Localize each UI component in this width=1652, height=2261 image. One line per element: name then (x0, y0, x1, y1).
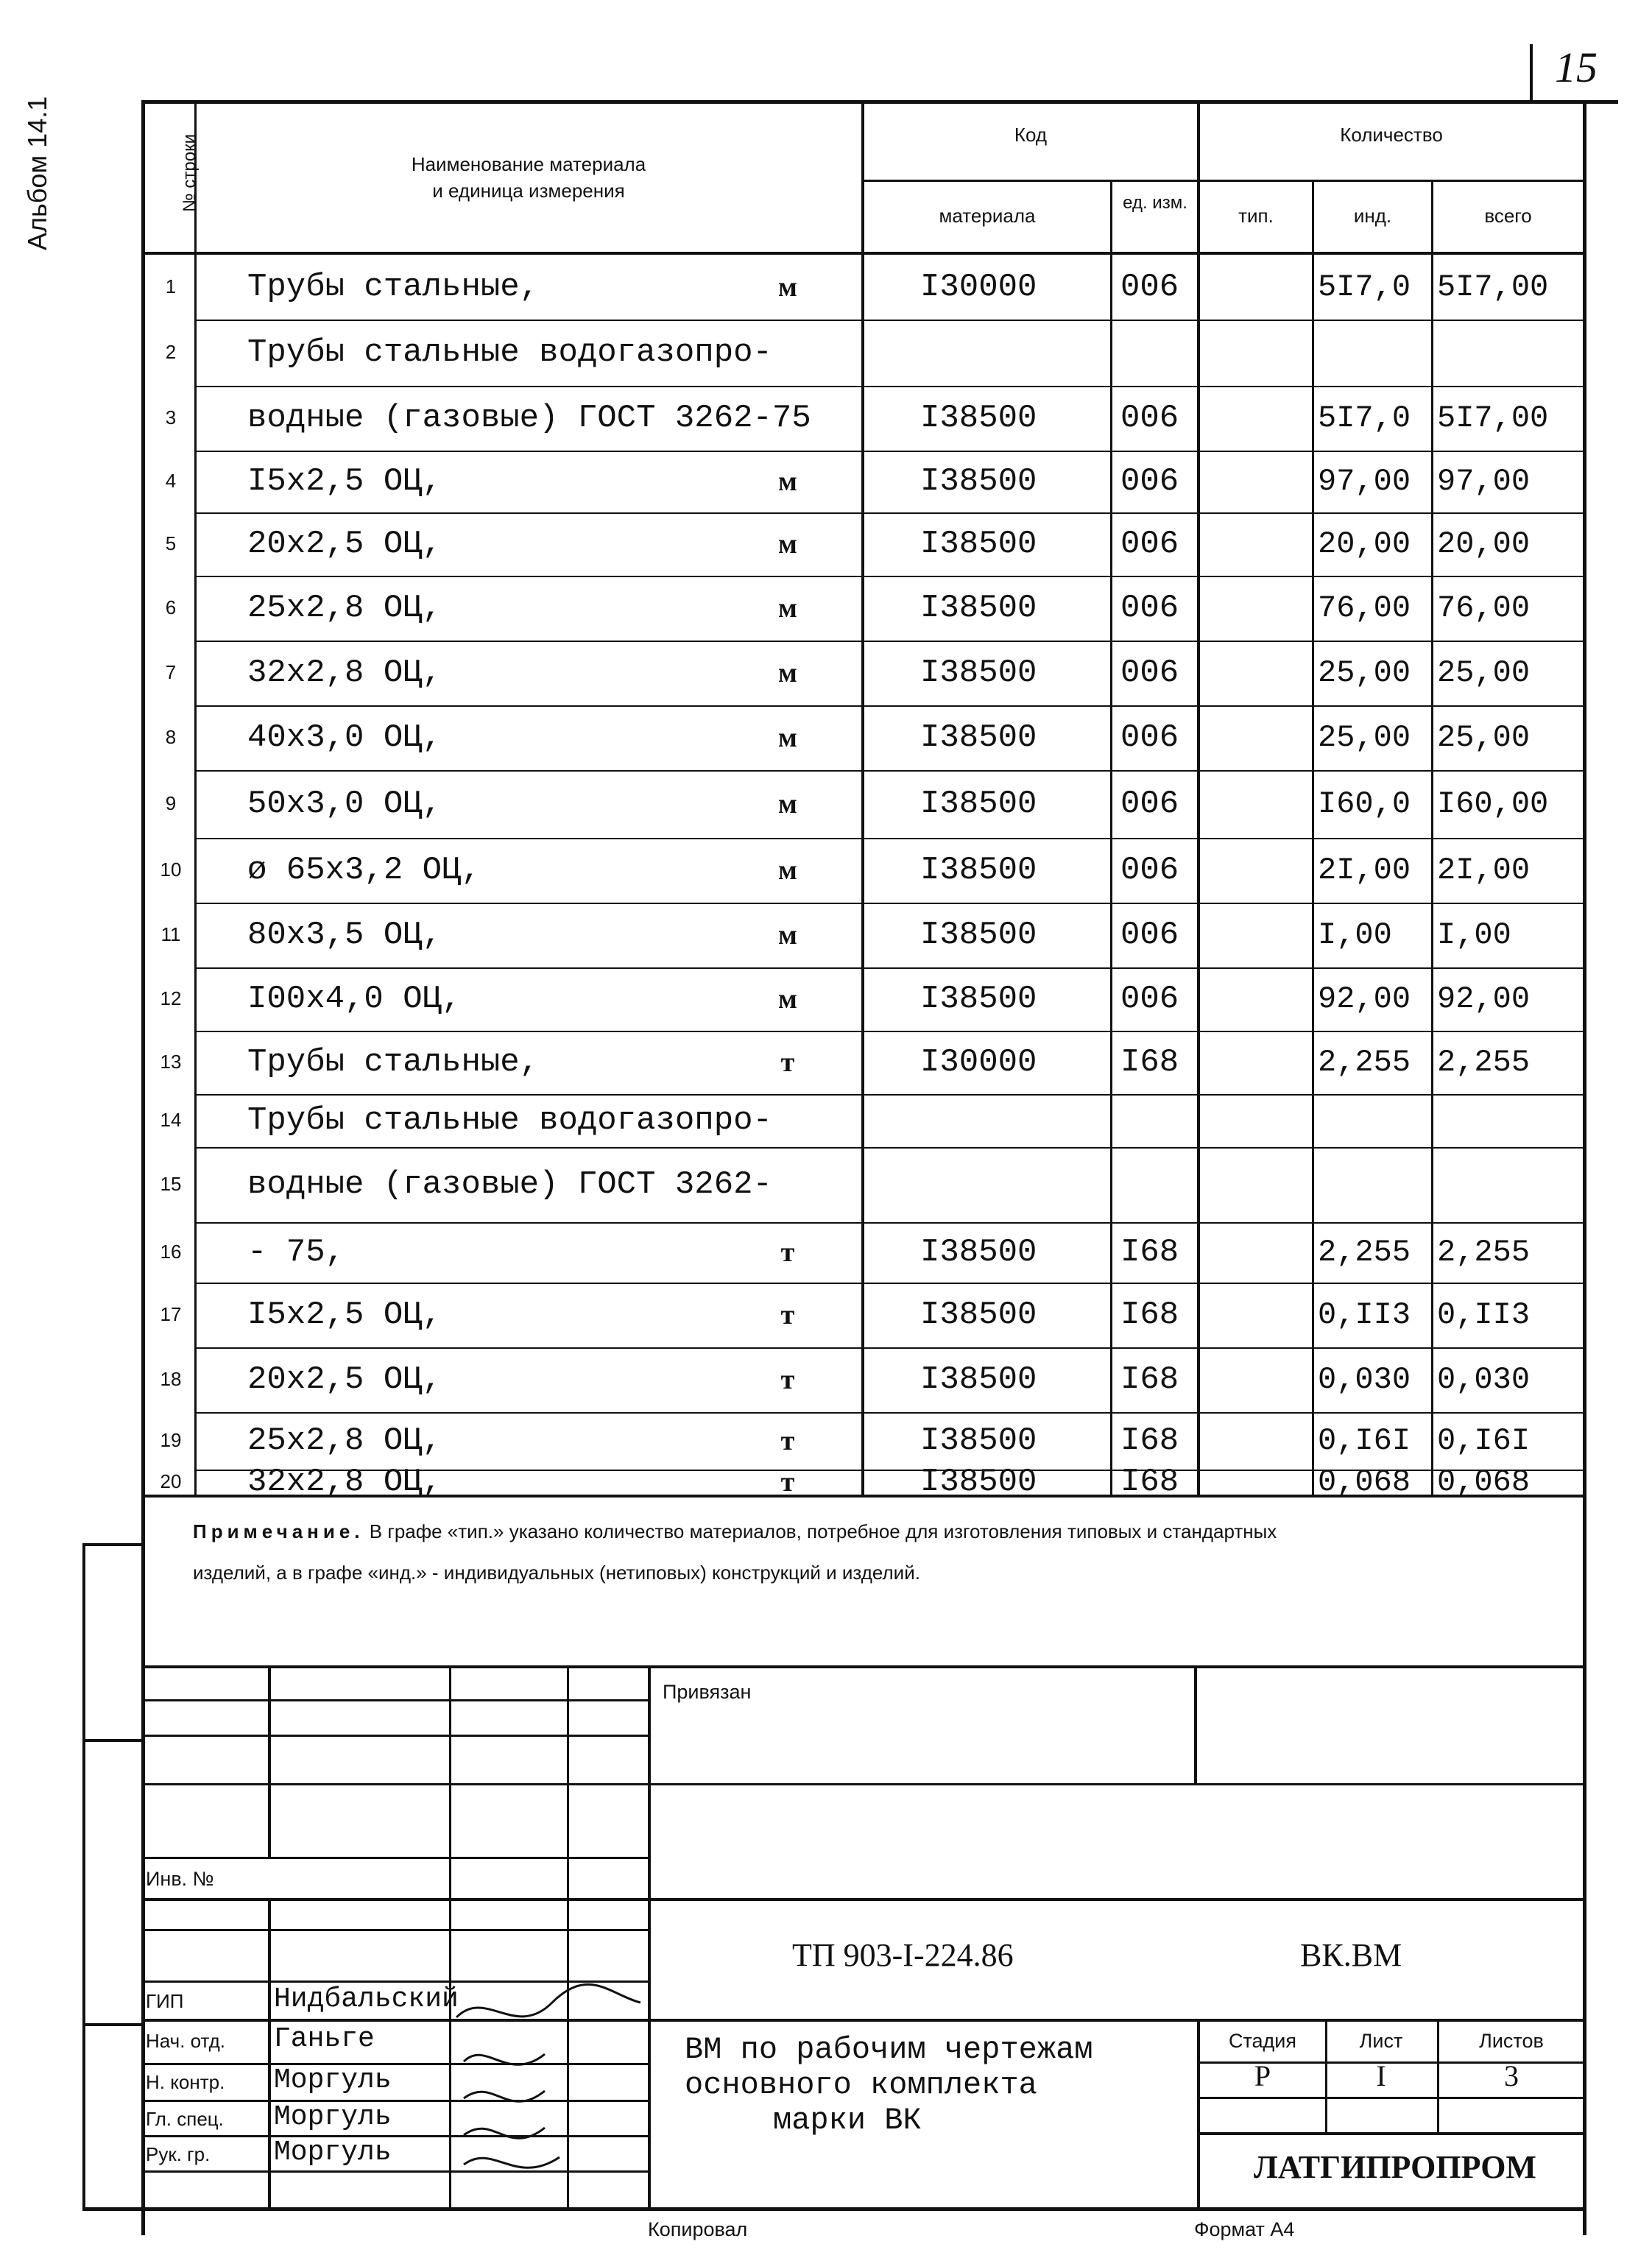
row-unit-code: 006 (1120, 590, 1179, 627)
row-name: 20x2,5 ОЦ, (247, 526, 442, 562)
row-name: 50x3,0 ОЦ, (247, 786, 442, 822)
row-material-code: I38500 (920, 1297, 1037, 1333)
row-number: 14 (160, 1109, 182, 1131)
row-material-code: I38500 (920, 655, 1037, 691)
stage-label: Стадия (1228, 2030, 1297, 2052)
row-name: Трубы стальные водогазопро- (247, 334, 772, 371)
row-qty-ind: 92,00 (1318, 981, 1411, 1017)
album-label: Альбом 14.1 (22, 96, 52, 250)
row-unit: т (780, 1467, 795, 1498)
header-row-no: № строки (180, 134, 200, 213)
row-divider (194, 1347, 1584, 1349)
row-unit-code: 006 (1120, 463, 1179, 500)
row-number: 4 (165, 470, 177, 492)
row-material-code: I38500 (920, 526, 1037, 562)
row-unit: т (780, 1237, 795, 1268)
row-material-code: I38500 (920, 400, 1037, 437)
row-number: 8 (165, 726, 177, 748)
row-number: 11 (160, 923, 181, 945)
sheet-title-line2: основного комплекта (685, 2067, 1037, 2103)
row-material-code: I38500 (920, 852, 1037, 889)
row-divider (194, 903, 1584, 904)
row-unit-code: 006 (1120, 981, 1179, 1017)
row-qty-total: 76,00 (1437, 590, 1531, 626)
sheet-title-line3: марки ВК (773, 2103, 922, 2138)
bound-label: Привязан (663, 1681, 752, 1703)
row-number: 18 (160, 1368, 182, 1390)
row-number: 12 (160, 987, 182, 1009)
row-divider (194, 576, 1584, 577)
sheet-title (685, 2032, 1093, 2138)
row-qty-total: 92,00 (1437, 981, 1531, 1017)
row-divider (194, 641, 1584, 642)
row-divider (194, 1031, 1584, 1032)
row-qty-ind: 2I,00 (1318, 853, 1411, 888)
format-label: Формат А4 (1194, 2218, 1295, 2240)
row-name: Трубы стальные, (247, 1044, 540, 1081)
row-qty-total: 5I7,00 (1437, 269, 1549, 305)
row-name: водные (газовые) ГОСТ 3262- (247, 1166, 772, 1203)
row-qty-total: I,00 (1437, 917, 1511, 953)
row-divider (194, 705, 1584, 707)
row-unit: м (778, 920, 797, 950)
row-unit-code: I68 (1120, 1464, 1179, 1500)
row-material-code: I38500 (920, 1464, 1037, 1500)
organization: ЛАТГИПРОПРОМ (1254, 2149, 1536, 2185)
row-material-code: I38500 (920, 1422, 1037, 1459)
row-unit-code: 006 (1120, 852, 1179, 889)
row-name: I5x2,5 ОЦ, (247, 463, 442, 500)
row-unit-code: I68 (1120, 1234, 1179, 1271)
doc-code: ТП 903-I-224.86 (792, 1937, 1014, 1973)
row-qty-total: 0,030 (1437, 1362, 1531, 1397)
row-divider (194, 320, 1584, 321)
row-qty-ind: I,00 (1318, 917, 1392, 953)
row-number: 5 (165, 532, 177, 554)
row-unit-code: 006 (1120, 786, 1179, 822)
row-qty-ind: 97,00 (1318, 464, 1411, 499)
row-qty-ind: 25,00 (1318, 720, 1411, 755)
row-unit-code: 006 (1120, 269, 1179, 306)
row-unit-code: I68 (1120, 1297, 1179, 1333)
row-unit: м (778, 789, 797, 819)
row-qty-total: 5I7,00 (1437, 401, 1549, 436)
header-qty-ind: инд. (1353, 205, 1392, 227)
row-divider (194, 770, 1584, 772)
row-material-code: I38500 (920, 1234, 1037, 1271)
row-divider (194, 967, 1584, 969)
note-label: Примечание. (193, 1520, 364, 1542)
row-material-code: I38500 (920, 1361, 1037, 1398)
person-name: Ганьге (274, 2023, 375, 2055)
row-divider (194, 1094, 1584, 1096)
row-number: 7 (165, 661, 177, 683)
row-qty-ind: 25,00 (1318, 655, 1411, 691)
row-qty-ind: 0,030 (1318, 1362, 1411, 1397)
row-material-code: I38500 (920, 463, 1037, 500)
row-qty-total: 25,00 (1437, 655, 1531, 691)
row-number: 13 (160, 1051, 182, 1073)
row-unit: м (778, 593, 797, 624)
row-number: 19 (160, 1429, 182, 1451)
row-name: 32x2,8 ОЦ, (247, 1464, 442, 1500)
row-unit-code: 006 (1120, 655, 1179, 691)
row-name: 25x2,8 ОЦ, (247, 590, 442, 627)
role-label: Рук. гр. (146, 2143, 211, 2165)
row-qty-total: 0,II3 (1437, 1297, 1531, 1333)
header-qty-type: тип. (1238, 205, 1274, 227)
person-name: Моргуль (274, 2101, 392, 2133)
row-divider (194, 512, 1584, 514)
inv-no-label: Инв. № (146, 1868, 214, 1890)
row-divider (194, 1222, 1584, 1224)
row-qty-ind: 0,068 (1318, 1464, 1411, 1500)
row-unit: т (780, 1425, 795, 1456)
header-code-unit: ед. изм. (1123, 193, 1187, 213)
row-number: 17 (160, 1303, 182, 1325)
role-label: Н. контр. (146, 2071, 225, 2093)
header-code-material: материала (939, 205, 1036, 227)
row-name: I00x4,0 ОЦ, (247, 981, 462, 1017)
row-qty-ind: 5I7,0 (1318, 401, 1411, 436)
role-label: Гл. спец. (146, 2108, 224, 2130)
row-qty-ind: I60,0 (1318, 786, 1411, 822)
row-material-code: I38500 (920, 917, 1037, 953)
signature-scribbles (442, 1973, 663, 2194)
sheet-label: Лист (1359, 2030, 1403, 2052)
row-divider (194, 838, 1584, 839)
row-name: 40x3,0 ОЦ, (247, 719, 442, 756)
row-qty-total: 0,068 (1437, 1464, 1531, 1500)
header-quantity: Количество (1340, 124, 1443, 146)
row-material-code: I38500 (920, 786, 1037, 822)
row-qty-total: I60,00 (1437, 786, 1549, 822)
row-qty-total: 2,255 (1437, 1235, 1531, 1270)
row-unit-code: 006 (1120, 400, 1179, 437)
row-divider (194, 386, 1584, 387)
note (193, 1511, 1297, 1593)
row-divider (194, 1283, 1584, 1284)
person-name: Нидбальский (274, 1983, 459, 2015)
row-number: 3 (165, 406, 177, 428)
row-number: 20 (160, 1470, 182, 1492)
row-qty-total: 20,00 (1437, 526, 1531, 562)
row-divider (194, 1147, 1584, 1149)
row-name: 25x2,8 ОЦ, (247, 1422, 442, 1459)
row-qty-total: 2I,00 (1437, 853, 1531, 888)
header-code: Код (1014, 124, 1048, 146)
row-qty-ind: 2,255 (1318, 1235, 1411, 1270)
row-unit: м (778, 466, 797, 497)
row-divider (194, 451, 1584, 452)
note-text: В графе «тип.» указано количество материалов, потребное для изготовления типовых и стандартных изделий, а в графе «инд.» - индивидуальных (нетиповых) конструкций и изделий. (193, 1520, 1277, 1584)
row-name: 20x2,5 ОЦ, (247, 1361, 442, 1398)
row-material-code: I38500 (920, 981, 1037, 1017)
row-number: 15 (160, 1173, 182, 1195)
page-number-divider (1530, 44, 1533, 103)
row-material-code: I30000 (920, 1044, 1037, 1081)
row-name: 80x3,5 ОЦ, (247, 917, 442, 953)
row-unit-code: 006 (1120, 719, 1179, 756)
row-qty-total: 25,00 (1437, 720, 1531, 755)
sheets-label: Листов (1479, 2030, 1544, 2052)
row-qty-total: 97,00 (1437, 464, 1531, 499)
row-number: 1 (165, 275, 177, 297)
row-unit: м (778, 657, 797, 688)
row-unit: т (780, 1299, 795, 1330)
role-label: ГИП (146, 1990, 184, 2012)
row-unit-code: 006 (1120, 526, 1179, 562)
copied-label: Копировал (648, 2218, 748, 2240)
row-unit: м (778, 984, 797, 1015)
person-name: Моргуль (274, 2064, 392, 2096)
row-qty-ind: 0,I6I (1318, 1423, 1411, 1458)
row-unit-code: I68 (1120, 1422, 1179, 1459)
row-unit: м (778, 722, 797, 753)
row-material-code: I38500 (920, 719, 1037, 756)
row-name: I5x2,5 ОЦ, (247, 1297, 442, 1333)
header-name-line2: и единица измерения (432, 180, 625, 202)
row-unit-code: 006 (1120, 917, 1179, 953)
row-name: ø 65x3,2 ОЦ, (247, 852, 481, 889)
row-number: 9 (165, 792, 177, 814)
row-name: - 75, (247, 1234, 345, 1271)
row-name: 32x2,8 ОЦ, (247, 655, 442, 691)
row-material-code: I38500 (920, 590, 1037, 627)
row-qty-ind: 20,00 (1318, 526, 1411, 562)
header-name-line1: Наименование материала (411, 153, 646, 175)
row-number: 2 (165, 341, 177, 363)
row-qty-ind: 2,255 (1318, 1045, 1411, 1080)
sheets-value: 3 (1504, 2059, 1519, 2092)
row-number: 6 (165, 596, 177, 618)
row-name: Трубы стальные, (247, 269, 540, 306)
row-qty-ind: 5I7,0 (1318, 269, 1411, 305)
row-unit-code: I68 (1120, 1044, 1179, 1081)
page-number: 15 (1555, 43, 1598, 91)
row-unit: т (780, 1047, 795, 1078)
role-label: Нач. отд. (146, 2030, 225, 2052)
row-qty-total: 2,255 (1437, 1045, 1531, 1080)
stage-value: Р (1254, 2059, 1271, 2092)
row-unit: м (778, 529, 797, 560)
row-name: Трубы стальные водогазопро- (247, 1102, 772, 1139)
row-divider (194, 1412, 1584, 1414)
row-unit: м (778, 855, 797, 886)
sheet-title-line1: ВМ по рабочим чертежам (685, 2032, 1093, 2067)
row-qty-total: 0,I6I (1437, 1423, 1531, 1458)
row-material-code: I30000 (920, 269, 1037, 306)
row-number: 10 (160, 858, 182, 881)
row-number: 16 (160, 1241, 182, 1263)
row-name: водные (газовые) ГОСТ 3262-75 (247, 400, 811, 437)
header-qty-total: всего (1484, 205, 1532, 227)
sheet-value: I (1376, 2059, 1386, 2092)
row-unit-code: I68 (1120, 1361, 1179, 1398)
person-name: Моргуль (274, 2137, 392, 2168)
row-qty-ind: 76,00 (1318, 590, 1411, 626)
row-qty-ind: 0,II3 (1318, 1297, 1411, 1333)
row-unit: м (778, 272, 797, 303)
doc-mark: ВК.ВМ (1300, 1937, 1402, 1973)
row-unit: т (780, 1364, 795, 1395)
